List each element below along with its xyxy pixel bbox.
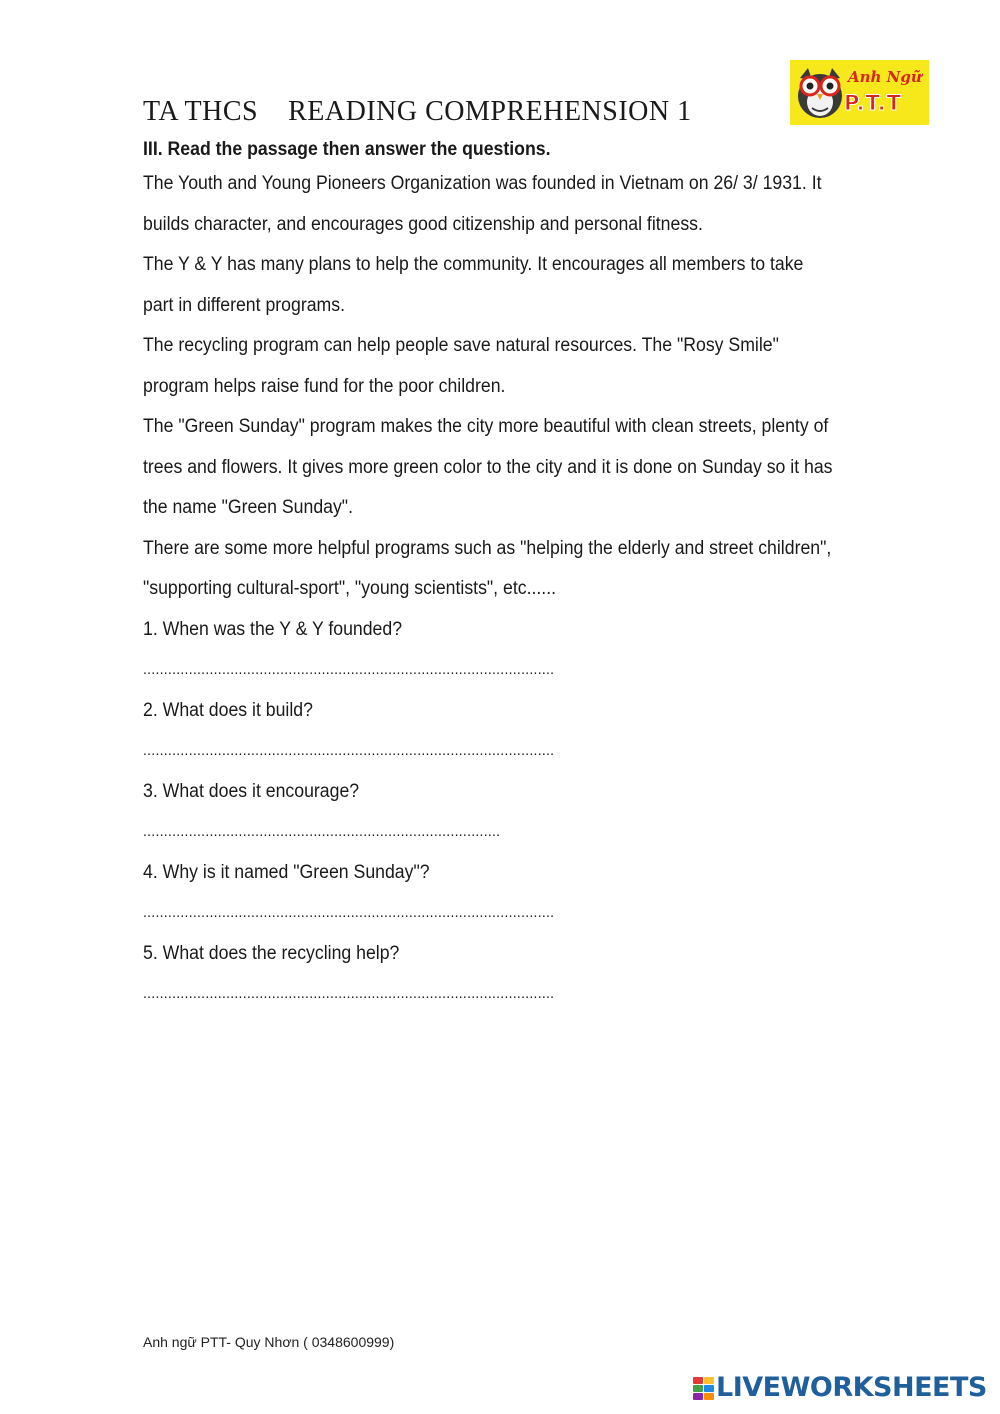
liveworksheets-logo-icon: [693, 1377, 713, 1399]
worksheet-content: [143, 136, 915, 1015]
watermark-text: LIVEWORKSHEETS: [716, 1372, 987, 1403]
answer-line-2[interactable]: ...................................................................................................: [143, 742, 555, 759]
question-1: 1. When was the Y & Y founded?: [143, 618, 403, 640]
passage-line: The recycling program can help people save natural resources. The "Rosy Smile": [143, 335, 779, 356]
logo-script-text: Anh Ngữ: [848, 68, 922, 86]
passage-line: the name "Green Sunday".: [143, 497, 353, 518]
liveworksheets-watermark: [693, 1373, 987, 1403]
question-2: 2. What does it build?: [143, 699, 313, 721]
answer-line-5[interactable]: ...................................................................................................: [143, 985, 555, 1002]
passage-line: trees and flowers. It gives more green color to the city and it is done on Sunday so it has: [143, 456, 833, 478]
passage-line: The Y & Y has many plans to help the community. It encourages all members to take: [143, 254, 804, 275]
question-3: 3. What does it encourage?: [143, 780, 360, 802]
passage-line: program helps raise fund for the poor children.: [143, 375, 506, 397]
passage-line: builds character, and encourages good citizenship and personal fitness.: [143, 213, 703, 235]
logo-main-text: P.T.T: [844, 91, 902, 115]
question-5: 5. What does the recycling help?: [143, 942, 400, 964]
passage-line: part in different programs.: [143, 294, 345, 316]
passage-line: There are some more helpful programs such as "helping the elderly and street children",: [143, 537, 832, 559]
answer-line-1[interactable]: ...................................................................................................: [143, 661, 555, 678]
answer-line-4[interactable]: ...................................................................................................: [143, 904, 555, 921]
owl-icon: [794, 64, 846, 120]
question-list: [143, 610, 915, 1015]
reading-passage: [143, 164, 915, 610]
page-title: TA THCS READING COMPREHENSION 1: [143, 96, 692, 127]
instruction-heading: III. Read the passage then answer the questions.: [143, 139, 551, 160]
passage-line: The "Green Sunday" program makes the city more beautiful with clean streets, plenty of: [143, 416, 829, 437]
passage-line: The Youth and Young Pioneers Organization was founded in Vietnam on 26/ 3/ 1931. It: [143, 173, 822, 194]
answer-line-3[interactable]: ......................................................................................: [143, 823, 501, 840]
page-footer: Anh ngữ PTT- Quy Nhơn ( 0348600999): [143, 1334, 395, 1350]
brand-logo: [790, 60, 929, 125]
question-4: 4. Why is it named "Green Sunday"?: [143, 861, 430, 883]
passage-line: "supporting cultural-sport", "young scientists", etc......: [143, 578, 557, 599]
